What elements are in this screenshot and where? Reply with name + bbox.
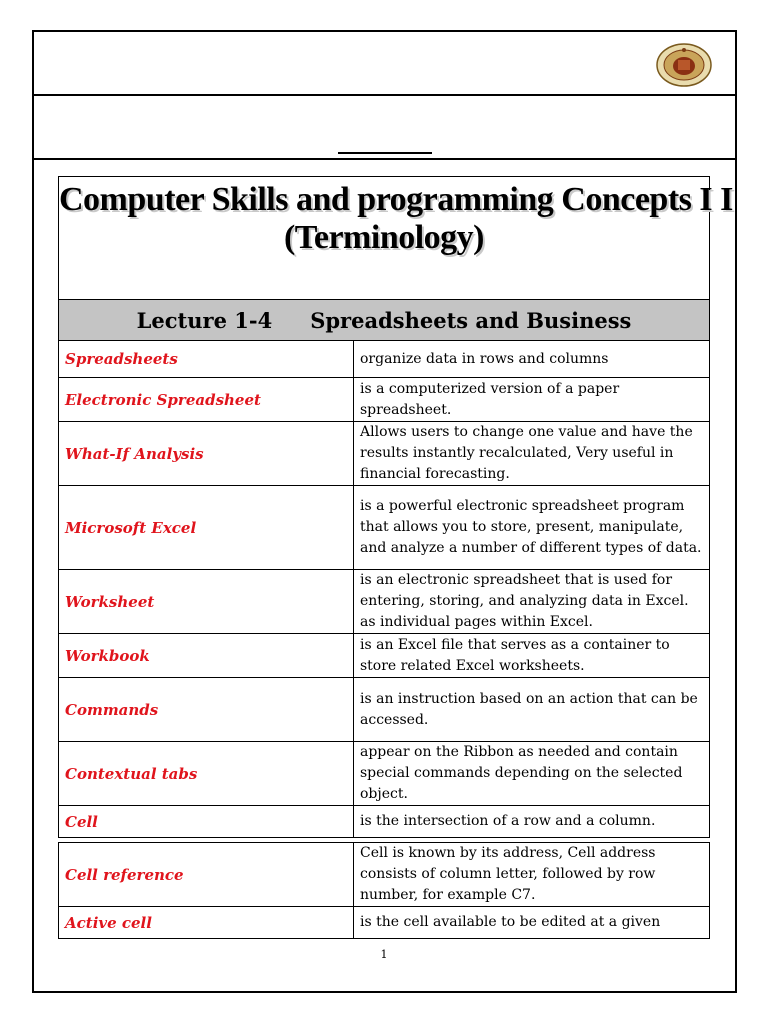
definition-cell: is an instruction based on an action that can be accessed.: [354, 678, 710, 742]
definition-cell: appear on the Ribbon as needed and contain special commands depending on the selected object.: [354, 742, 710, 806]
term-cell: Workbook: [59, 634, 354, 678]
document-title-box: [58, 176, 733, 300]
header-divider-top: [32, 94, 737, 96]
table-row: [59, 422, 710, 486]
table-row: [59, 806, 710, 838]
term-cell: Microsoft Excel: [59, 486, 354, 570]
definition-cell: is the cell available to be edited at a given: [354, 907, 710, 939]
university-seal-icon: [655, 42, 713, 88]
table-row: [59, 486, 710, 570]
header-underline: [338, 152, 432, 154]
page-number: 1: [380, 948, 388, 961]
definition-cell: Cell is known by its address, Cell address consists of column letter, followed by row number, for example C7.: [354, 843, 710, 907]
terms-table: [58, 340, 710, 939]
lecture-number: Lecture 1-4: [136, 307, 273, 333]
table-row: [59, 843, 710, 907]
term-cell: Active cell: [59, 907, 354, 939]
table-row: [59, 907, 710, 939]
table-row: [59, 742, 710, 806]
definition-cell: is an electronic spreadsheet that is used for entering, storing, and analyzing data in Excel. as individual pages within Excel.: [354, 570, 710, 634]
definition-cell: organize data in rows and columns: [354, 341, 710, 378]
definition-cell: is an Excel file that serves as a container to store related Excel worksheets.: [354, 634, 710, 678]
term-cell: Commands: [59, 678, 354, 742]
term-cell: Spreadsheets: [59, 341, 354, 378]
table-row: [59, 678, 710, 742]
term-cell: Contextual tabs: [59, 742, 354, 806]
term-cell: Cell reference: [59, 843, 354, 907]
lecture-topic: Spreadsheets and Business: [310, 307, 632, 333]
term-cell: Worksheet: [59, 570, 354, 634]
term-cell: What-If Analysis: [59, 422, 354, 486]
definition-cell: is a powerful electronic spreadsheet program that allows you to store, present, manipulate, and analyze a number of different types of data.: [354, 486, 710, 570]
header-divider-bottom: [32, 158, 737, 160]
definition-cell: Allows users to change one value and have the results instantly recalculated, Very useful in financial forecasting.: [354, 422, 710, 486]
term-cell: Cell: [59, 806, 354, 838]
definition-cell: is the intersection of a row and a column.: [354, 806, 710, 838]
lecture-heading: [58, 299, 710, 341]
table-row: [59, 378, 710, 422]
document-subtitle: (Terminology): [283, 219, 484, 256]
term-cell: Electronic Spreadsheet: [59, 378, 354, 422]
table-row: [59, 634, 710, 678]
table-row: [59, 341, 710, 378]
document-title: Computer Skills and programming Concepts I I: [59, 181, 733, 218]
table-row: [59, 570, 710, 634]
definition-cell: is a computerized version of a paper spreadsheet.: [354, 378, 710, 422]
